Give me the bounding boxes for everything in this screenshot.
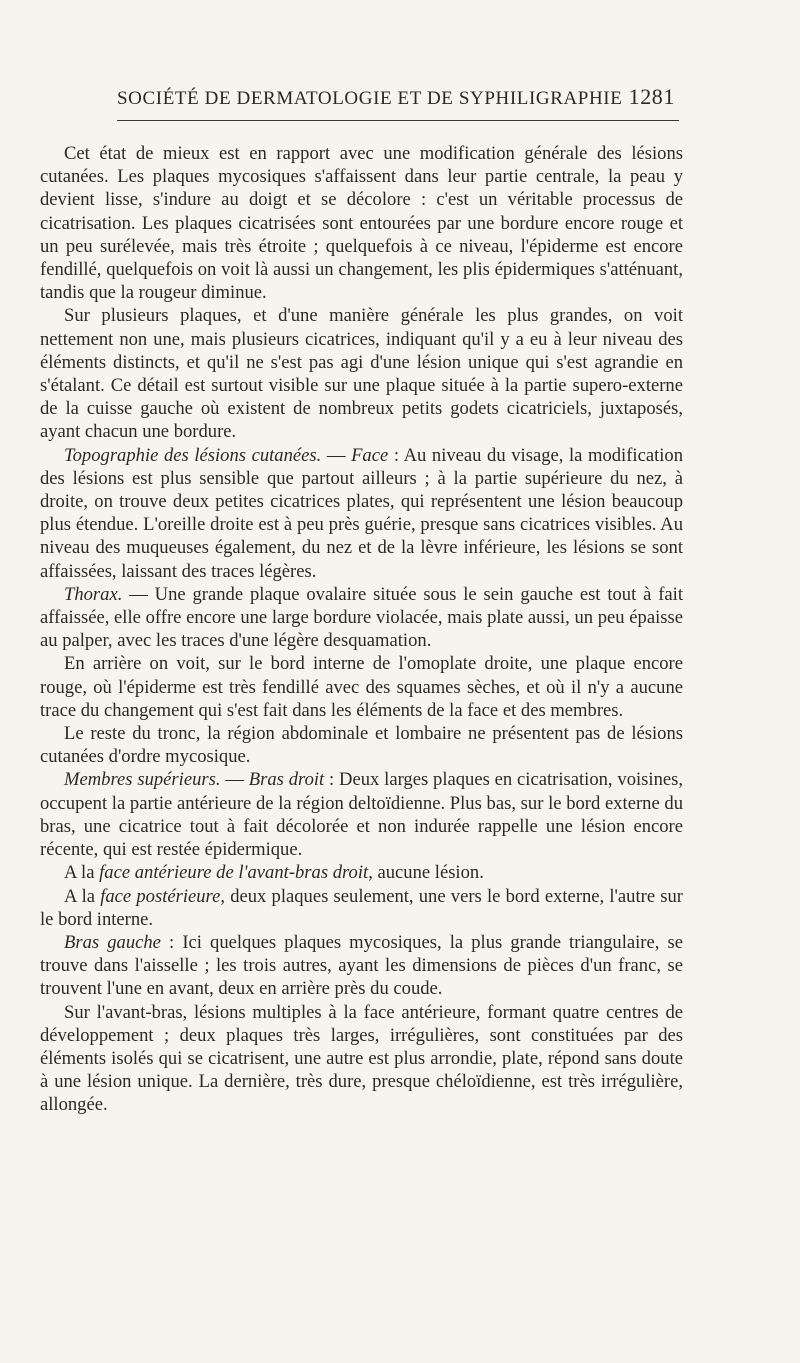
paragraph: Membres supérieurs. — Bras droit : Deux larges plaques en cicatrisation, voisines, occupent la partie antérieure de la région deltoïdienne. Plus bas, sur le bord externe du bras, une cicatrice tout à fait décolorée et non indurée rappelle une lésion encore récente, qui est restée épidermique. bbox=[40, 769, 683, 861]
paragraph: Sur plusieurs plaques, et d'une manière générale les plus grandes, on voit nettement non une, mais plusieurs cicatrices, indiquant qu'il y a eu à leur niveau des éléments distincts, et qu'il ne s'est pas agi d'une lésion unique qui s'est agrandie en s'étalant. Ce détail est surtout visible sur une plaque située à la partie supero-externe de la cuisse gauche où existent de nombreux petits godets cicatriciels, juxtaposés, ayant chacun une bordure. bbox=[40, 305, 683, 443]
paragraph: Cet état de mieux est en rapport avec une modification générale des lésions cutanées. Les plaques mycosiques s'affaissent dans leur partie centrale, la peau y devient lisse, s'indure au doigt et se décolore : c'est un véritable processus de cicatrisation. Les plaques cicatrisées sont entourées par une bordure encore rouge et un peu surélevée, mais très étroite ; quelquefois à ce niveau, l'épiderme est encore fendillé, quelquefois on voit là aussi un changement, les plis épidermiques s'atténuant, tandis que la rougeur diminue. bbox=[40, 143, 683, 304]
paragraph: Le reste du tronc, la région abdominale et lombaire ne présentent pas de lésions cutanées d'ordre mycosique. bbox=[40, 723, 683, 768]
paragraph: A la face antérieure de l'avant-bras droit, aucune lésion. bbox=[64, 862, 484, 884]
paragraph: Thorax. — Une grande plaque ovalaire située sous le sein gauche est tout à fait affaissée, elle offre encore une large bordure violacée, mais plate aussi, un peu épaisse au palper, avec les traces d'une légère desquamation. bbox=[40, 583, 683, 652]
header-title: SOCIÉTÉ DE DERMATOLOGIE ET DE SYPHILIGRAPHIE bbox=[117, 88, 623, 109]
paragraph: Topographie des lésions cutanées. — Face : Au niveau du visage, la modification des lésions est plus sensible que partout ailleurs ; à la partie supérieure du nez, à droite, on trouve deux petites cicatrices plates, qui représentent une lésion beaucoup plus étendue. L'oreille droite est à peu près guérie, presque sans cicatrices visibles. Au niveau des muqueuses également, du nez et de la lèvre inférieure, les lésions se sont affaissées, laissant des traces légères. bbox=[40, 444, 684, 582]
paragraph: Bras gauche : Ici quelques plaques mycosiques, la plus grande triangulaire, se trouve dans l'aisselle ; les trois autres, ayant les dimensions de pièces d'un franc, se trouvent l'une en avant, deux en arrière près du coude. bbox=[40, 931, 684, 1000]
body-text bbox=[40, 142, 683, 1117]
paragraph: Sur l'avant-bras, lésions multiples à la face antérieure, formant quatre centres de développement ; deux plaques très larges, irrégulières, sont constituées par des éléments isolés qui se cicatrisent, une autre est plus arrondie, plate, répond sans doute à une lésion unique. La dernière, très dure, presque chéloïdienne, est très irrégulière, allongée. bbox=[40, 1001, 683, 1116]
header-rule bbox=[117, 120, 679, 121]
paragraph: En arrière on voit, sur le bord interne de l'omoplate droite, une plaque encore rouge, où l'épiderme est très fendillé avec des squames sèches, et où il n'y a aucune trace du changement qui s'est fait dans les éléments de la face et des membres. bbox=[40, 653, 683, 721]
page-number: 1281 bbox=[628, 84, 675, 109]
paragraph: A la face postérieure, deux plaques seulement, une vers le bord externe, l'autre sur le bord interne. bbox=[40, 885, 683, 930]
running-header bbox=[117, 84, 675, 114]
